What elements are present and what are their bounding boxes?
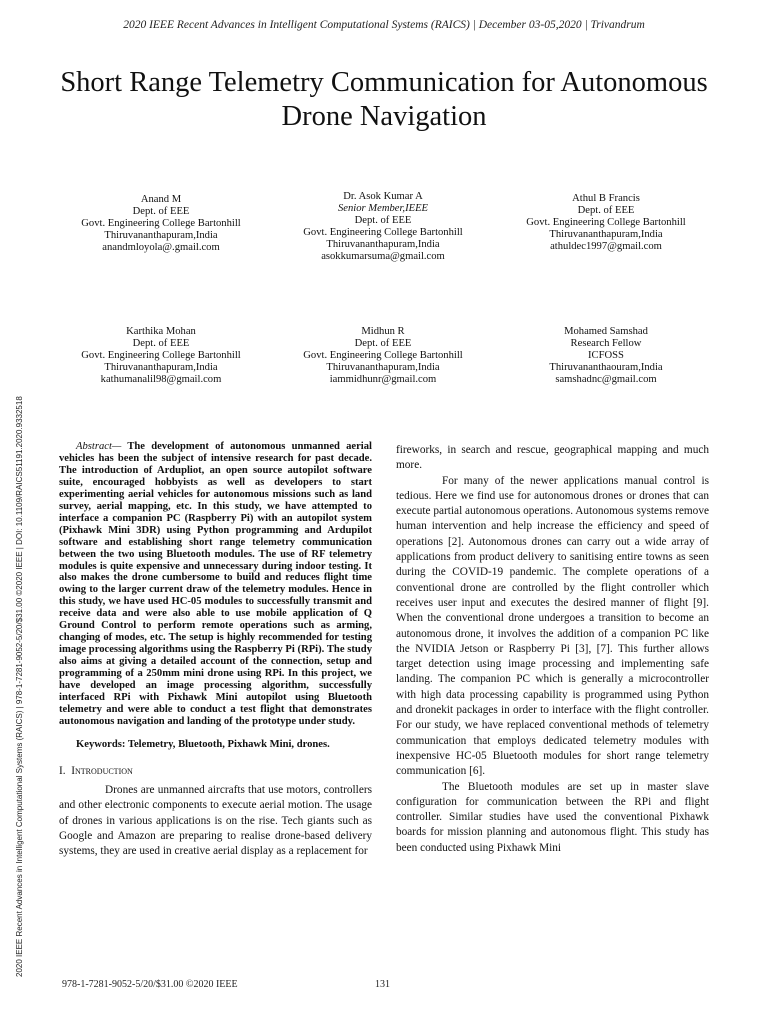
author-block: [501, 193, 711, 253]
author-location: Thiruvananthapuram,India: [326, 362, 440, 373]
doi-side-text: 2020 IEEE Recent Advances in Intelligent Computational Systems (RAICS) | 978-1-7281-9052-5/20/$31.00 ©2020 IEEE | DOI: 10.1109/RAICS51191.2020.9332518: [15, 396, 24, 977]
section-number: I.: [59, 764, 66, 777]
author-org: Govt. Engineering College Bartonhill: [81, 350, 241, 361]
author-email: iammidhunr@gmail.com: [329, 374, 437, 385]
author-dept: Dept. of EEE: [354, 215, 412, 226]
author-name: Karthika Mohan: [126, 326, 196, 337]
body-paragraph: For many of the newer applications manual control is tedious. Here we find use for autonomous drones or drones that can execute partial autonomous operations. Autonomous systems remove human intervention and help increase the efficiency and speed of operations [2]. Autonomous drones can carry out a wide array of applications from product delivery to sanitising entire towns as seen during the COVID-19 pandemic. The complete operations of a conventional drone are controlled by the flight controller which receives user input and executes the desired manner of flight [9]. When the conventional drone undergoes a transition to become an autonomous drone, it involves the addition of a companion PC like the NVIDIA Jetson or Raspberry Pi [3], [7]. This further allows target detection using image processing and implementing safe landing. The companion PC which is generally a microcontroller with high data processing capability is programmed using Python and dronekit packages in order to interface with the flight controller. For our study, we have replaced conventional methods of telemetry communication that employs dedicated telemetry modules with inexpensive HC-05 Bluetooth modules for short range telemetry communication [6].: [396, 474, 709, 778]
body-paragraph: Drones are unmanned aircrafts that use motors, controllers and other electronic components to execute aerial motion. The usage of drones in various applications is on the rise. Tech giants such as Google and Amazon are preparing to realise drone-based delivery systems, they are used in creative aerial display as a replacement for: [59, 784, 372, 858]
author-org: Govt. Engineering College Bartonhill: [526, 217, 686, 228]
page-number: 131: [375, 979, 390, 990]
section-heading: [59, 764, 372, 779]
author-email: athuldec1997@gmail.com: [550, 241, 662, 252]
author-email: samshadnc@gmail.com: [555, 374, 657, 385]
doi-side-strip: [13, 0, 27, 1024]
author-org: Govt. Engineering College Bartonhill: [303, 350, 463, 361]
author-block: [278, 326, 488, 386]
author-block: [278, 191, 488, 263]
author-org: Govt. Engineering College Bartonhill: [81, 218, 241, 229]
right-column: [396, 443, 709, 856]
author-dept: Research Fellow: [570, 338, 642, 349]
section-title: Introduction: [71, 764, 133, 777]
body-paragraph: The Bluetooth modules are set up in master slave configuration for communication between the RPi and flight controller. Similar studies have used the conventional Pixhawk boards for mission planning and autonomous flight. This study has been conducted using Pixhawk Mini: [396, 780, 709, 854]
author-email: anandmloyola@.gmail.com: [102, 242, 220, 253]
left-column: [59, 441, 372, 860]
author-name: Midhun R: [361, 326, 405, 337]
paper-title: Short Range Telemetry Communication for Autonomous Drone Navigation: [60, 67, 708, 132]
author-location: Thiruvananthaouram,India: [549, 362, 663, 373]
author-block: [56, 194, 266, 254]
author-dept: Dept. of EEE: [354, 338, 412, 349]
author-name: Mohamed Samshad: [564, 326, 648, 337]
author-org: ICFOSS: [588, 350, 624, 361]
footer-copyright: 978-1-7281-9052-5/20/$31.00 ©2020 IEEE: [62, 979, 238, 990]
author-block: [501, 326, 711, 386]
author-email: kathumanalil98@gmail.com: [100, 374, 222, 385]
author-email: asokkumarsuma@gmail.com: [321, 251, 445, 262]
conference-header: 2020 IEEE Recent Advances in Intelligent Computational Systems (RAICS) | December 03-05,2020 | Trivandrum: [123, 19, 645, 31]
author-name: Dr. Asok Kumar A: [343, 191, 423, 202]
author-location: Thiruvananthapuram,India: [326, 239, 440, 250]
author-location: Thiruvananthapuram,India: [104, 230, 218, 241]
author-dept: Dept. of EEE: [577, 205, 635, 216]
keywords: Keywords: Telemetry, Bluetooth, Pixhawk Mini, drones.: [76, 738, 330, 750]
author-name: Athul B Francis: [572, 193, 640, 204]
author-location: Thiruvananthapuram,India: [104, 362, 218, 373]
author-dept: Dept. of EEE: [132, 206, 190, 217]
author-name: Anand M: [140, 194, 182, 205]
author-location: Thiruvananthapuram,India: [549, 229, 663, 240]
body-paragraph: fireworks, in search and rescue, geographical mapping and much more.: [396, 444, 709, 472]
author-org: Govt. Engineering College Bartonhill: [303, 227, 463, 238]
author-block: [56, 326, 266, 386]
abstract-lead: Abstract—: [76, 441, 122, 452]
author-role: Senior Member,IEEE: [337, 203, 429, 214]
author-dept: Dept. of EEE: [132, 338, 190, 349]
abstract: [59, 441, 372, 728]
abstract-text: The development of autonomous unmanned aerial vehicles has been the subject of intensive research for past decade. The introduction of Ardupliot, an open source autopilot software suite, encouraged hobbyists as well as developers to start experimenting aerial vehicles for autonomous missions such as land survey, aerial mapping, etc. In this study, we have attempted to interface a companion PC (Raspberry Pi) with an autopilot system (Pixhawk Mini 3DR) using Python programming and Ardupilot software and establishing short range telemetry communication between the two using Bluetooth modules. The use of RF telemetry modules is quite expensive and unnecessary during indoor testing. It also makes the drone cumbersome to build and reduces flight time owing to the larger current draw of the telemetry modules. Hence in this study, we have used HC-05 modules to successfully transmit and receive data and were also able to use mobile application of Q Ground Control to perform remote operations such as arming, changing of modes, etc. The setup is highly recommended for testing image processing algorithms using the Raspberry Pi (RPi). The study also aims at giving a detailed account of the connection, setup and programming of a 250mm mini drone using RPi. In this project, we have developed an image processing algorithm, successfully interfaced RPi with Pixhawk Mini autopilot using Bluetooth telemetry and were able to conduct a test flight that demonstrates autonomous navigation and landing of the prototype under study.: [59, 441, 372, 727]
